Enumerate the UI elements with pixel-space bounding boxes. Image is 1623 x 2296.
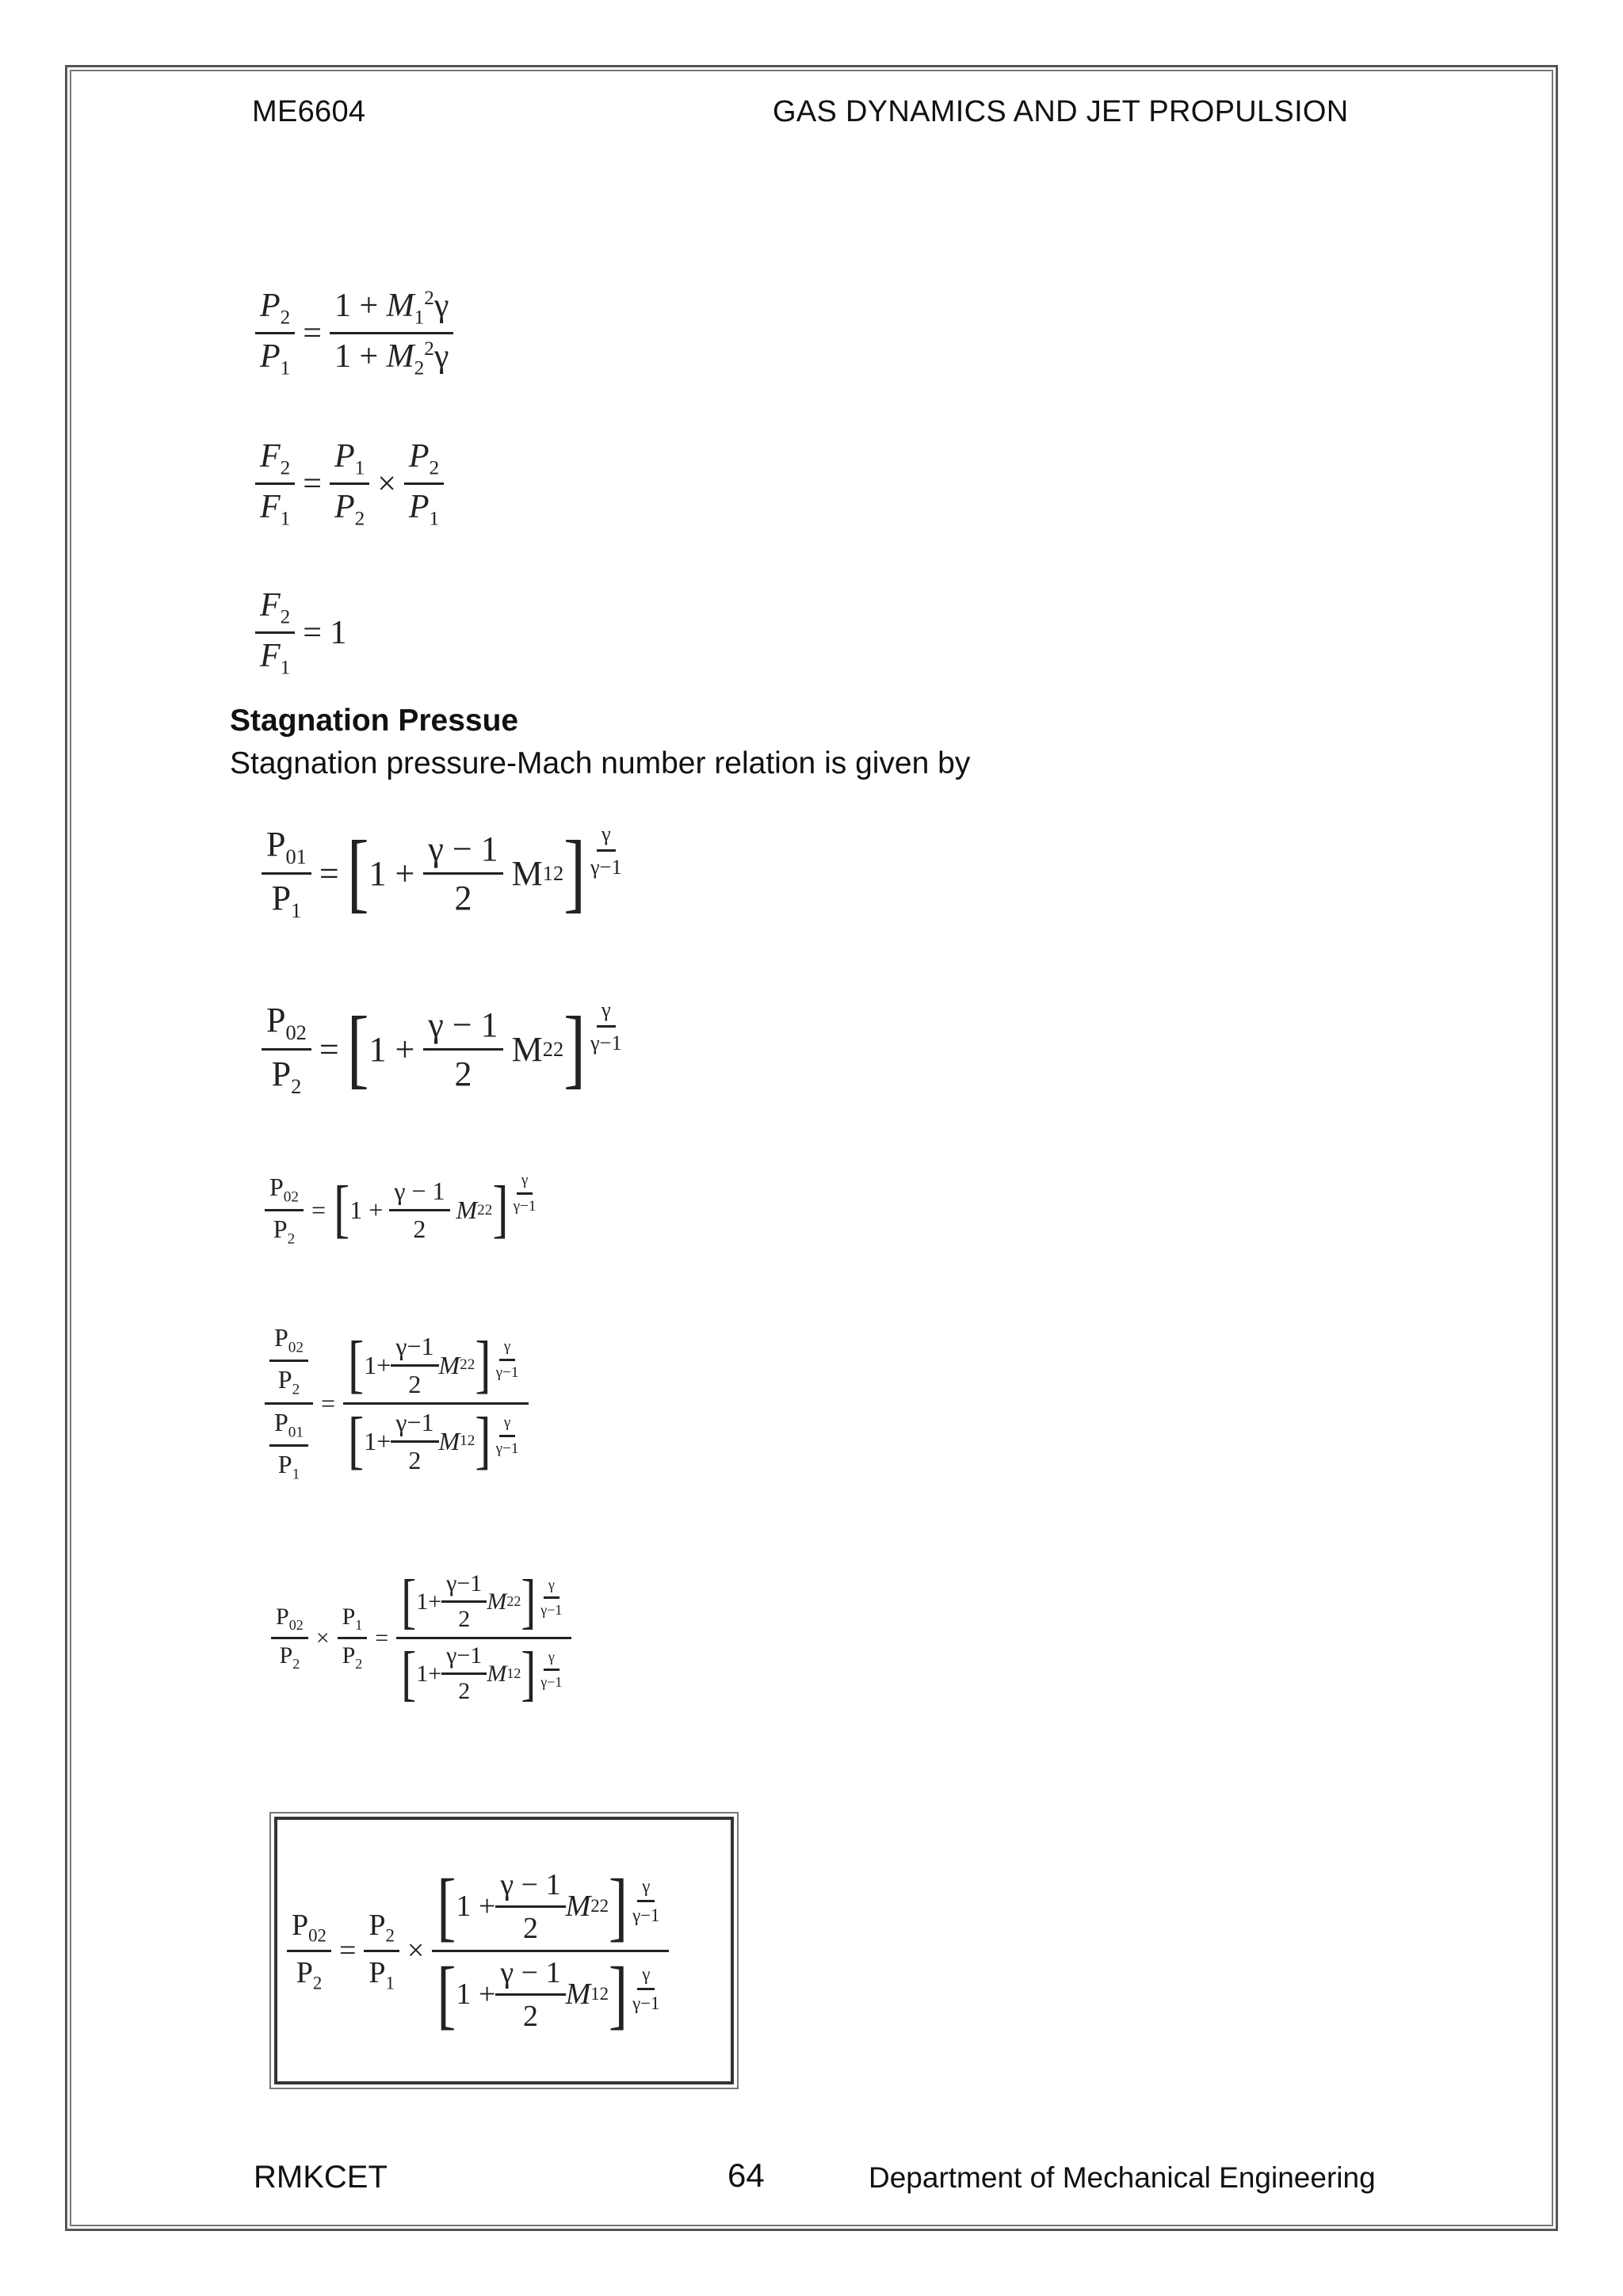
header-course-title: GAS DYNAMICS AND JET PROPULSION — [773, 95, 1349, 128]
equation-force-ratio: $\frac{F_2}{F_1}$ = $\frac{P_1}{P_2}$ × $\frac{P_2}{P_1}$ — [255, 437, 444, 531]
equation-force-ratio-unity: $\frac{F_2}{F_1}$ = 1 — [255, 586, 354, 680]
equation-stagnation-inlet: $\frac{P_{01}}{P_1}$ = [ 1 + $\frac{\gamma - 1}{2}$ M 1 2 ] $\frac{\gamma}{\gamma-1}$ — [262, 824, 627, 923]
footer-page-number: 64 — [727, 2157, 765, 2194]
section-heading: Stagnation Pressue — [230, 704, 519, 738]
footer-institution: RMKCET — [254, 2160, 388, 2195]
equation-stagnation-ratio-product: $\frac{P_{02}}{P_2}$ × $\frac{P_1}{P_2}$ = [ 1+ $\frac{\gamma-1}{2}$ M 2 2 ] $^{\frac{\gamma}{\gamma-1}}$ [ 1+ $\frac{\gamma-1}{2}$ M 1 2 ] $^{\frac{\gamma}{\gamma-1}}$ — [271, 1570, 571, 1707]
section-intro: Stagnation pressure-Mach number relation is given by — [230, 746, 971, 780]
equation-stagnation-outlet: $\frac{P_{02}}{P_2}$ = [ 1 + $\frac{\gamma - 1}{2}$ M 2 2 ] $\frac{\gamma}{\gamma-1}$ — [262, 1000, 627, 1099]
footer-department: Department of Mechanical Engineering — [869, 2161, 1376, 2194]
equation-stagnation-ratio-compound: $\frac{\frac{P_{02}}{P_2}}{\frac{P_{01}}{P_1}}$ = [ 1+ $\frac{\gamma-1}{2}$ M 2 2 ] $^{\frac{\gamma}{\gamma-1}}$ [ 1+ $\frac{\gamma-1}{2}$ M 1 2 ] $^{\frac{\gamma}{\gamma-1}}$ — [265, 1323, 529, 1484]
equation-pressure-ratio: $\frac{P_2}{P_1}$ = $\frac{1 + M_1^2\gamma}{1 + M_2^2\gamma}$ — [255, 287, 453, 380]
equation-stagnation-outlet-small: $\frac{P_{02}}{P_2}$ = [ 1 + $\frac{\gamma - 1}{2}$ M 2 2 ] $\frac{\gamma}{\gamma-1}$ — [265, 1173, 541, 1249]
header-course-code: ME6604 — [252, 95, 366, 128]
equation-stagnation-final: $\frac{P_{02}}{P_2}$ = $\frac{P_2}{P_1}$ × [ 1 + $\frac{\gamma - 1}{2}$ M 2 2 ] $^{\frac{\gamma}{\gamma-1}}$ [ 1 + $\frac{\gamma - 1}{2}$ M 1 2 ] $^{\frac{\gamma}{\gamma-1}}$ — [287, 1867, 669, 2034]
boxed-final-equation — [274, 1817, 734, 2084]
